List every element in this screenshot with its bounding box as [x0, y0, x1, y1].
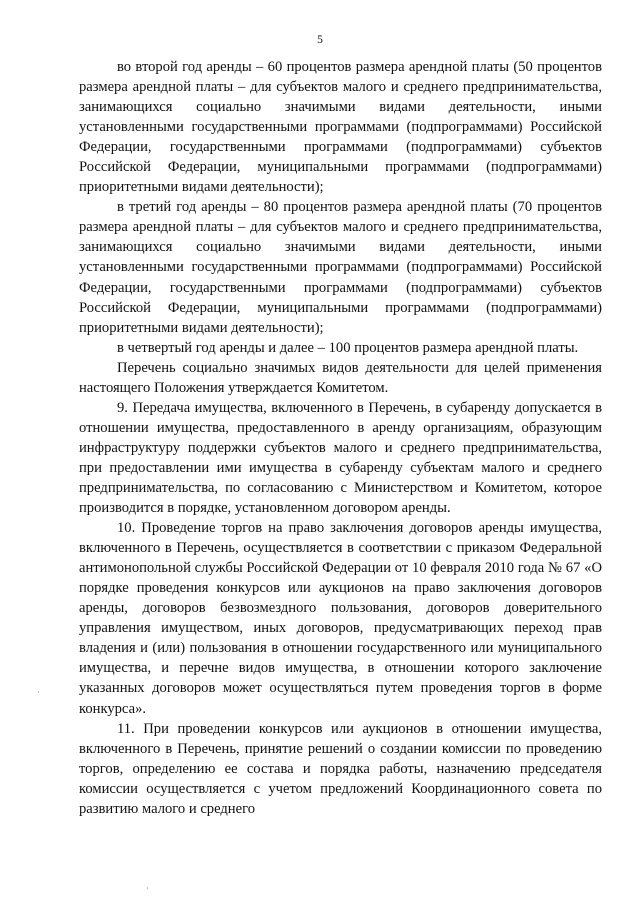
paragraph-lease-year-3: в третий год аренды – 80 процентов размера арендной платы (70 процентов размера арендной платы – для субъектов малого и среднего предпринимательства, занимающихся социально значимыми видами деятельности, иными установленными государственными программами (подпрограммами) Российской Федерации, государственными программами (подпрограммами) субъектов Российской Федерации, муниципальными программами (подпрограммами) приоритетными видами деятельности);	[79, 199, 602, 336]
paragraph-item-11: 11. При проведении конкурсов или аукционов в отношении имущества, включенного в Перечень, принятие решений о создании комиссии по проведению торгов, определению ее состава и порядка работы, назначению председателя комиссии осуществляется с учетом предложений Координационного совета по развитию малого и среднего	[79, 720, 602, 817]
page-body	[79, 57, 602, 819]
paragraph-item-10: 10. Проведение торгов на право заключения договоров аренды имущества, включенного в Перечень, осуществляется в соответствии с приказом Федеральной антимонопольной службы Российской Федерации от 10 февраля 2010 года № 67 «О порядке проведения конкурсов или аукционов на право заключения договоров аренды, договоров безвозмездного пользования, договоров доверительного управления имуществом, иных договоров, предусматривающих переход прав владения и (или) пользования в отношении государственного или муниципального имущества, и перечне видов имущества, в отношении которого заключение указанных договоров может осуществляться путем проведения торгов в форме конкурса».	[79, 520, 602, 717]
paragraph-lease-year-2: во второй год аренды – 60 процентов размера арендной платы (50 процентов размера арендной платы – для субъектов малого и среднего предпринимательства, занимающихся социально значимыми видами деятельности, иными установленными государственными программами (подпрограммами) Российской Федерации, государственными программами (подпрограммами) субъектов Российской Федерации, муниципальными программами (подпрограммами) приоритетными видами деятельности);	[79, 59, 602, 196]
scan-artifact-mark: ·	[37, 688, 40, 697]
scan-artifact-mark: ·	[146, 884, 149, 893]
paragraph-item-9: 9. Передача имущества, включенного в Перечень, в субаренду допускается в отношении имущества, предоставленного в аренду организациям, образующим инфраструктуру поддержки субъектов малого и среднего предпринимательства, при предоставлении ими имущества в субаренду субъектам малого и среднего предпринимательства, по согласованию с Министерством и Комитетом, которое производится в порядке, установленном договором аренды.	[79, 399, 602, 517]
paragraph-lease-year-4: в четвертый год аренды и далее – 100 процентов размера арендной платы.	[117, 339, 579, 356]
page-number: 5	[317, 34, 323, 46]
paragraph-activities-list: Перечень социально значимых видов деятельности для целей применения настоящего Положения утверждается Комитетом.	[79, 359, 602, 396]
